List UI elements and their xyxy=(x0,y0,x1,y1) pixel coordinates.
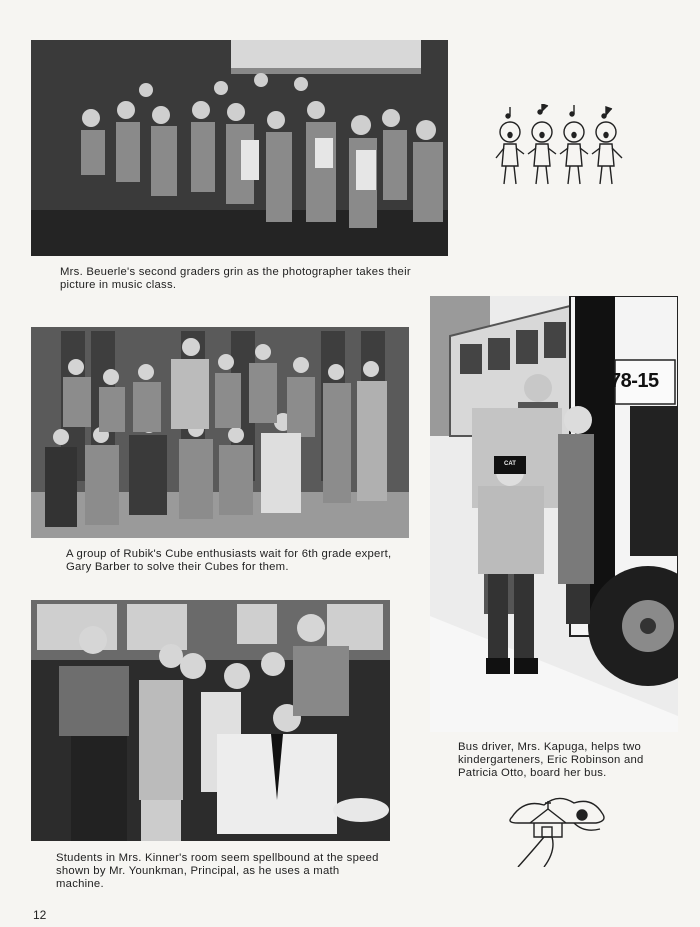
photo-music-class xyxy=(31,40,448,256)
caption-rubiks-cube: A group of Rubik's Cube enthusiasts wait for 6th grade expert, Gary Barber to solve their Cubes for them. xyxy=(66,548,392,573)
caption-school-bus: Bus driver, Mrs. Kapuga, helps two kindergarteners, Eric Robinson and Patricia Otto, board her bus. xyxy=(458,741,644,779)
page-number: 12 xyxy=(33,908,47,922)
bus-number-label: 78-15 xyxy=(610,370,659,392)
hat-logo-label: CAT xyxy=(504,461,516,467)
schoolhouse-doodle-icon xyxy=(504,793,610,867)
photo-math-machine xyxy=(31,600,390,841)
singing-children-doodle-icon xyxy=(492,104,627,192)
caption-math-machine: Students in Mrs. Kinner's room seem spellbound at the speed shown by Mr. Younkman, Principal, as he uses a math machine. xyxy=(56,852,379,890)
caption-music-class: Mrs. Beuerle's second graders grin as the photographer takes their picture in music class. xyxy=(60,266,411,291)
photo-school-bus xyxy=(430,296,678,732)
photo-rubiks-cube-group xyxy=(31,327,409,538)
